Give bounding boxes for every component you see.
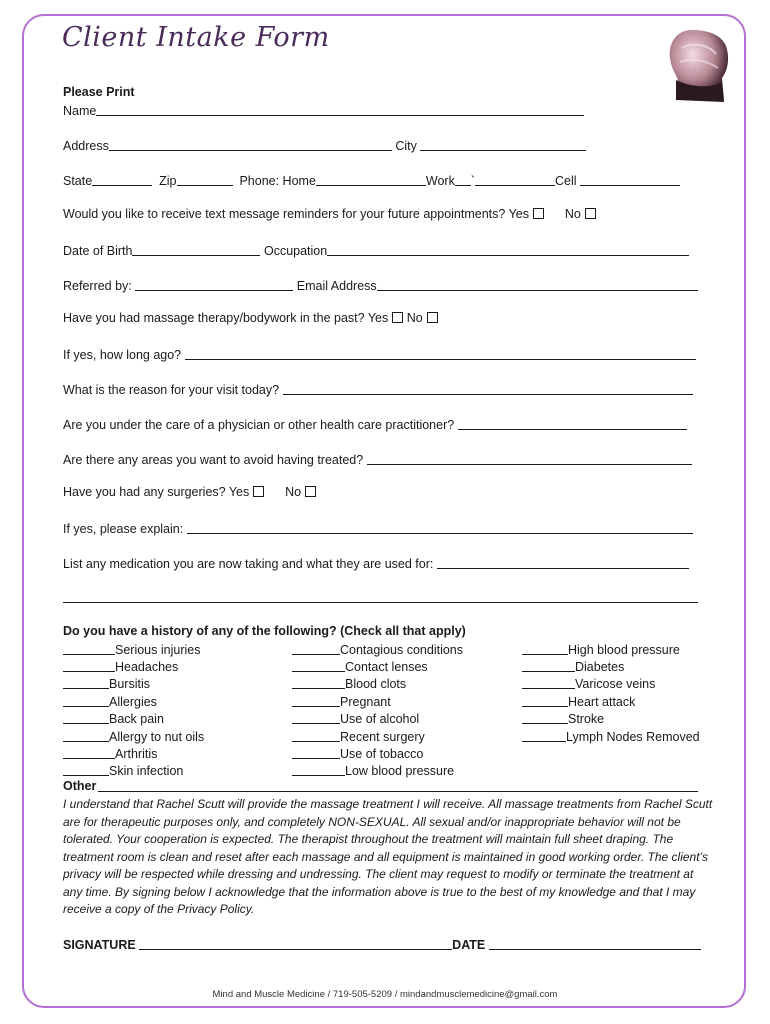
text-reminder-row xyxy=(63,207,596,221)
other-field[interactable] xyxy=(98,779,698,792)
signature-label: SIGNATURE xyxy=(63,938,136,952)
email-field[interactable] xyxy=(377,278,698,291)
dob-row xyxy=(63,242,689,258)
address-field[interactable] xyxy=(109,138,392,151)
physician-label: Are you under the care of a physician or other health care practitioner? xyxy=(63,418,455,432)
work-field-a[interactable] xyxy=(455,173,471,186)
history-item[interactable]: Heart attack xyxy=(522,693,635,709)
history-item[interactable]: Allergies xyxy=(63,693,157,709)
signature-field[interactable] xyxy=(139,937,452,950)
date-field[interactable] xyxy=(489,937,701,950)
surgeries-no-label: No xyxy=(285,485,302,499)
footer-contact: Mind and Muscle Medicine / 719-505-5209 / mindandmusclemedicine@gmail.com xyxy=(212,989,558,1000)
history-item[interactable]: Varicose veins xyxy=(522,675,655,691)
surgeries-row xyxy=(63,485,316,499)
history-item[interactable]: High blood pressure xyxy=(522,641,680,657)
work-mark: ` xyxy=(470,174,476,188)
surgeries-label: Have you had any surgeries? Yes xyxy=(63,485,250,499)
avoid-row xyxy=(63,451,692,467)
explain-label: If yes, please explain: xyxy=(63,522,184,536)
policy-paragraph: I understand that Rachel Scutt will provide the massage treatment I will receive. All massage treatments from Rachel Scutt are for therapeutic purposes only, and completely NON-SEXUAL. All sexual and/or inappropriate behavior will not be tolerated. Your cooperation is expected. The therapist throughout the treatment will maintain full sheet draping. The treatment room is clean and reset after each massage and all equipment is maintained in good working order. The client’s privacy will be respected while dressing and undressing. The client may request to modify or terminate the treatment at any time. By signing below I acknowledge that the information above is true to the best of my knowledge and that I may receive a copy of the Privacy Policy. xyxy=(63,797,713,916)
phone-home-field[interactable] xyxy=(316,173,426,186)
medication-field-line2[interactable] xyxy=(63,590,698,603)
medication-label: List any medication you are now taking and what they are used for: xyxy=(63,557,434,571)
referred-label: Referred by: xyxy=(63,279,132,293)
history-item[interactable]: Allergy to nut oils xyxy=(63,728,204,744)
history-item[interactable]: Skin infection xyxy=(63,762,183,778)
history-item[interactable]: Back pain xyxy=(63,710,164,726)
text-reminder-label: Would you like to receive text message reminders for your future appointments? Yes xyxy=(63,207,529,221)
avoid-field[interactable] xyxy=(367,452,692,465)
dob-label: Date of Birth xyxy=(63,244,133,258)
medication-row xyxy=(63,555,689,571)
signature-row xyxy=(63,936,701,952)
medication-field[interactable] xyxy=(437,556,689,569)
state-field[interactable] xyxy=(92,173,152,186)
phone-home-label: Phone: Home xyxy=(239,174,316,188)
history-item[interactable]: Recent surgery xyxy=(292,728,425,744)
date-label: DATE xyxy=(452,938,486,952)
massage-past-yes-checkbox[interactable] xyxy=(392,312,403,323)
name-label: Name xyxy=(63,104,97,118)
how-long-row xyxy=(63,346,696,362)
history-heading: Do you have a history of any of the following? (Check all that apply) xyxy=(63,624,466,638)
history-item[interactable]: Arthritis xyxy=(63,745,157,761)
city-label: City xyxy=(395,139,417,153)
reason-field[interactable] xyxy=(283,382,693,395)
history-item[interactable]: Serious injuries xyxy=(63,641,200,657)
city-field[interactable] xyxy=(420,138,586,151)
zip-label: Zip xyxy=(159,174,177,188)
occupation-field[interactable] xyxy=(327,243,689,256)
massage-past-row xyxy=(63,311,438,325)
other-label: Other xyxy=(63,779,97,793)
history-item[interactable]: Use of tobacco xyxy=(292,745,423,761)
cell-field[interactable] xyxy=(580,173,680,186)
email-label: Email Address xyxy=(296,279,377,293)
state-label: State xyxy=(63,174,93,188)
history-item[interactable]: Use of alcohol xyxy=(292,710,419,726)
physician-field[interactable] xyxy=(458,417,687,430)
history-item[interactable]: Diabetes xyxy=(522,658,624,674)
history-item[interactable]: Pregnant xyxy=(292,693,391,709)
logo-head-icon xyxy=(662,24,732,104)
zip-field[interactable] xyxy=(177,173,233,186)
reason-label: What is the reason for your visit today? xyxy=(63,383,280,397)
massage-past-no-label: No xyxy=(406,311,423,325)
explain-field[interactable] xyxy=(187,521,693,534)
how-long-label: If yes, how long ago? xyxy=(63,348,182,362)
history-item[interactable]: Stroke xyxy=(522,710,604,726)
address-label: Address xyxy=(63,139,109,153)
referred-field[interactable] xyxy=(135,278,293,291)
reason-row xyxy=(63,381,693,397)
history-item[interactable]: Lymph Nodes Removed xyxy=(522,728,700,744)
how-long-field[interactable] xyxy=(185,347,696,360)
dob-field[interactable] xyxy=(132,243,260,256)
history-item[interactable]: Low blood pressure xyxy=(292,762,454,778)
explain-row xyxy=(63,520,693,536)
text-reminder-no-label: No xyxy=(564,207,581,221)
name-field[interactable] xyxy=(96,103,584,116)
surgeries-yes-checkbox[interactable] xyxy=(253,486,264,497)
state-row xyxy=(63,172,680,188)
massage-past-label: Have you had massage therapy/bodywork in the past? Yes xyxy=(63,311,389,325)
cell-label: Cell xyxy=(555,174,577,188)
physician-row xyxy=(63,416,687,432)
form-title: Client Intake Form xyxy=(62,22,330,53)
avoid-label: Are there any areas you want to avoid having treated? xyxy=(63,453,364,467)
history-item[interactable]: Contagious conditions xyxy=(292,641,463,657)
referred-row xyxy=(63,277,698,293)
surgeries-no-checkbox[interactable] xyxy=(305,486,316,497)
massage-past-no-checkbox[interactable] xyxy=(427,312,438,323)
history-item[interactable]: Blood clots xyxy=(292,675,406,691)
text-reminder-no-checkbox[interactable] xyxy=(585,208,596,219)
history-item[interactable]: Bursitis xyxy=(63,675,150,691)
history-item[interactable]: Headaches xyxy=(63,658,178,674)
please-print-label: Please Print xyxy=(63,85,135,99)
name-row xyxy=(63,102,584,118)
work-label: Work xyxy=(425,174,455,188)
address-row xyxy=(63,137,586,153)
occupation-label: Occupation xyxy=(263,244,328,258)
text-reminder-yes-checkbox[interactable] xyxy=(533,208,544,219)
work-field-b[interactable] xyxy=(475,173,555,186)
history-item[interactable]: Contact lenses xyxy=(292,658,428,674)
